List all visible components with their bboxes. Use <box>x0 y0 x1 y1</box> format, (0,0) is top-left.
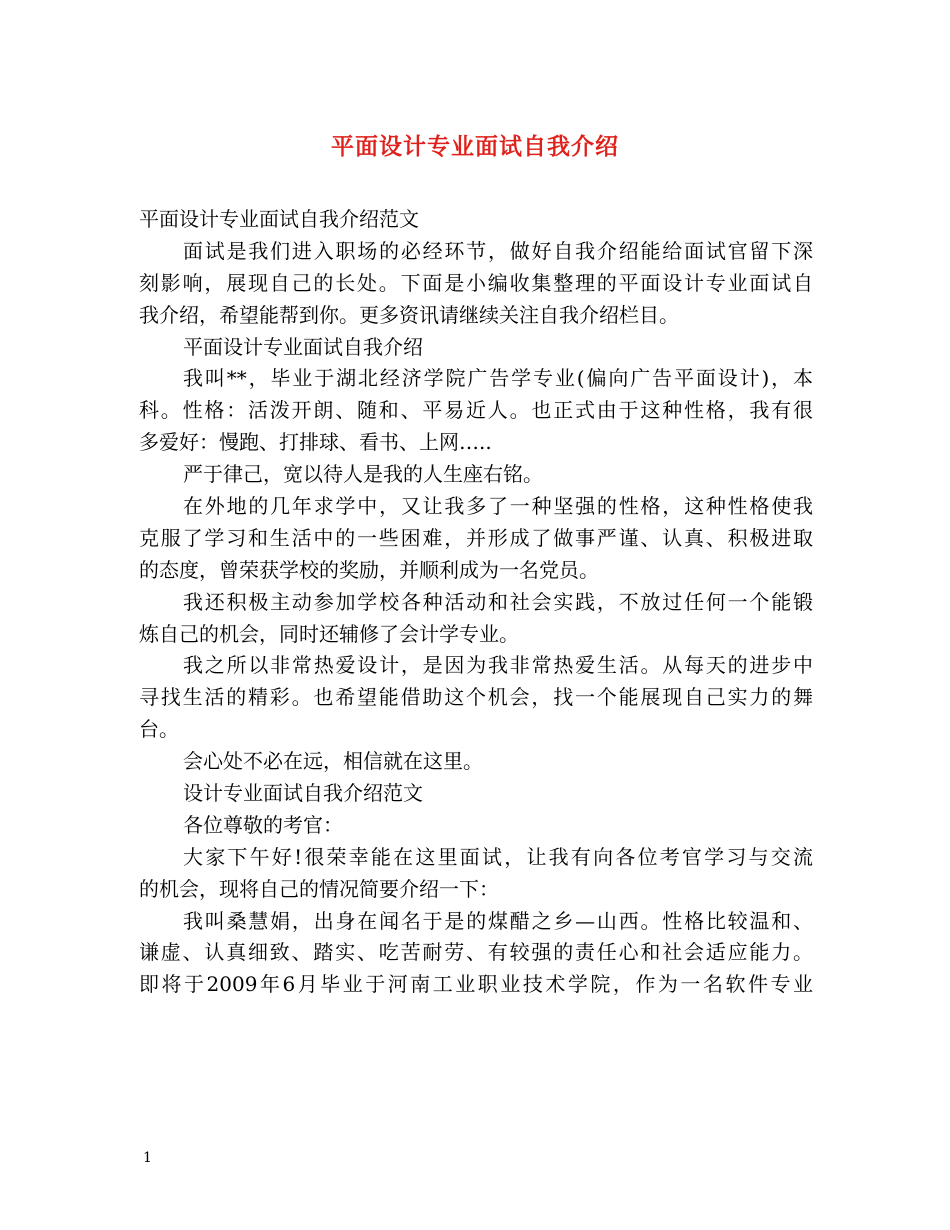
text-line: 我介绍，希望能帮到你。更多资讯请继续关注自我介绍栏目。 <box>139 302 679 327</box>
text-line: 我之所以非常热爱设计，是因为我非常热爱生活。从每天的进步中 <box>183 653 813 678</box>
text-line: 谦虚、认真细致、踏实、吃苦耐劳、有较强的责任心和社会适应能力。 <box>139 940 813 965</box>
text-line: 严于律己，宽以待人是我的人生座右铭。 <box>183 462 543 487</box>
page-number: 1 <box>143 1150 152 1166</box>
text-line: 克服了学习和生活中的一些困难，并形成了做事严谨、认真、积极进取 <box>139 525 813 550</box>
text-line: 炼自己的机会，同时还辅修了会计学专业。 <box>139 621 519 646</box>
document-body <box>139 204 813 1001</box>
text-line: 台。 <box>139 717 179 742</box>
text-line: 我叫桑慧娟，出身在闻名于是的煤醋之乡—山西。性格比较温和、 <box>183 908 813 933</box>
text-line: 大家下午好!很荣幸能在这里面试，让我有向各位考官学习与交流 <box>183 844 813 869</box>
text-line: 刻影响，展现自己的长处。下面是小编收集整理的平面设计专业面试自 <box>139 270 813 295</box>
text-line: 的态度，曾荣获学校的奖励，并顺利成为一名党员。 <box>139 557 599 582</box>
text-line: 设计专业面试自我介绍范文 <box>183 781 423 806</box>
document-title: 平面设计专业面试自我介绍 <box>331 133 619 160</box>
text-line: 平面设计专业面试自我介绍范文 <box>139 207 419 231</box>
text-line: 我还积极主动参加学校各种活动和社会实践，不放过任何一个能锻 <box>183 589 813 614</box>
text-line: 各位尊敬的考官： <box>183 812 343 837</box>
text-line: 的机会，现将自己的情况简要介绍一下： <box>139 876 499 901</box>
text-line: 会心处不必在远，相信就在这里。 <box>183 749 483 774</box>
text-line: 我叫**，毕业于湖北经济学院广告学专业(偏向广告平面设计)，本 <box>183 366 813 391</box>
text-line: 在外地的几年求学中，又让我多了一种坚强的性格，这种性格使我 <box>183 494 813 519</box>
text-line: 寻找生活的精彩。也希望能借助这个机会，找一个能展现自己实力的舞 <box>139 685 813 710</box>
text-line: 面试是我们进入职场的必经环节，做好自我介绍能给面试官留下深 <box>183 238 813 263</box>
text-line: 多爱好：慢跑、打排球、看书、上网….. <box>139 430 492 455</box>
text-line: 科。性格：活泼开朗、随和、平易近人。也正式由于这种性格，我有很 <box>139 398 813 423</box>
text-line: 平面设计专业面试自我介绍 <box>183 334 423 359</box>
text-line: 即将于2009年6月毕业于河南工业职业技术学院，作为一名软件专业 <box>139 972 813 997</box>
